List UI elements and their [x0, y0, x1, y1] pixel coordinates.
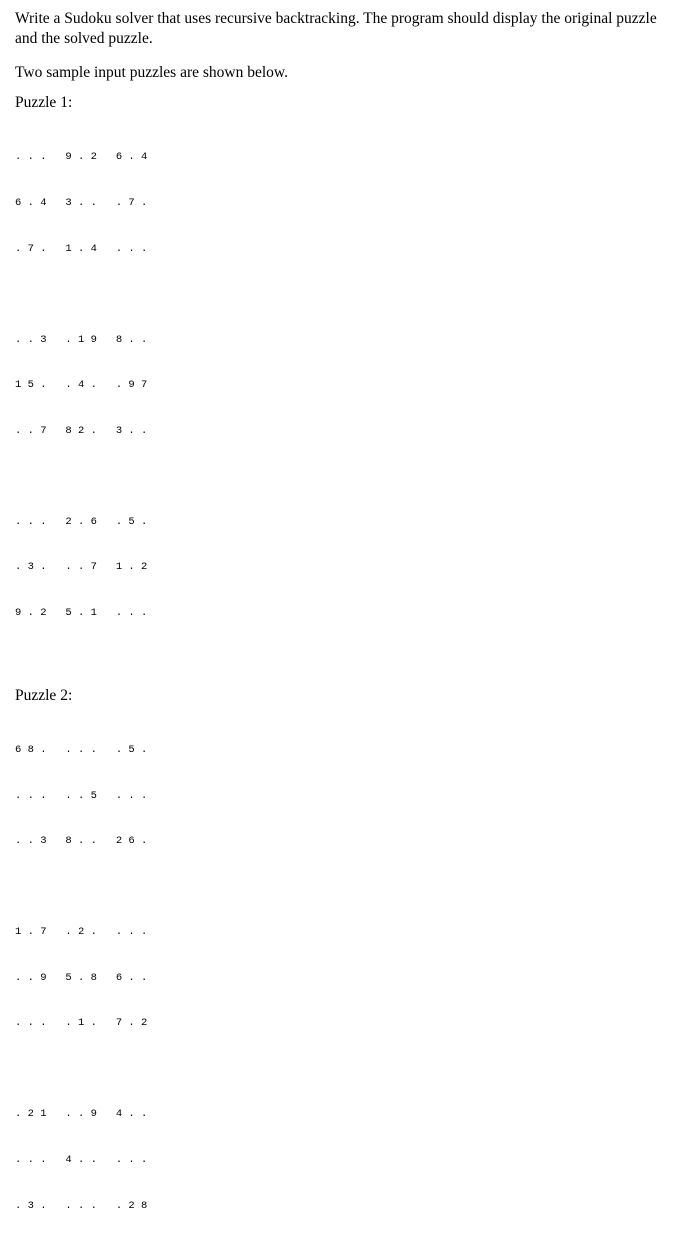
puzzle-row: . . . 4 . . . . . [15, 1153, 148, 1166]
puzzle-separator [15, 652, 675, 686]
puzzle-row: . . 3 8 . . 2 6 . [15, 835, 148, 848]
puzzle-1-heading: Puzzle 1: [15, 94, 73, 111]
puzzle-2-grid [15, 713, 675, 1244]
block-separator [15, 880, 675, 895]
puzzle-row: . . 7 8 2 . 3 . . [15, 424, 148, 437]
sample-note: Two sample input puzzles are shown below. [15, 64, 288, 81]
puzzle-row: 1 . 7 . 2 . . . . [15, 926, 148, 939]
puzzle-row: 1 5 . . 4 . . 9 7 [15, 379, 148, 392]
puzzle-row: . 2 1 . . 9 4 . . [15, 1108, 148, 1121]
puzzle-row: 9 . 2 5 . 1 . . . [15, 606, 148, 619]
puzzle-row: . . . 2 . 6 . 5 . [15, 515, 148, 528]
puzzle-1-grid [15, 120, 675, 652]
intro-text: Write a Sudoku solver that uses recursive backtracking. The program should display the original puzzle and the solved puzzle. [15, 10, 657, 47]
puzzle-row: . 3 . . . 7 1 . 2 [15, 561, 148, 574]
puzzle-row: . . . . . 5 . . . [15, 789, 148, 802]
puzzle-row: . . . . 1 . 7 . 2 [15, 1017, 148, 1030]
puzzle-row: 6 . 4 3 . . . 7 . [15, 197, 148, 209]
puzzle-row: 6 8 . . . . . 5 . [15, 743, 148, 756]
puzzle-2-heading: Puzzle 2: [15, 686, 73, 704]
puzzle-row: . . . 9 . 2 6 . 4 [15, 151, 148, 164]
puzzle-row: . . 9 5 . 8 6 . . [15, 971, 148, 984]
puzzle-row: . 3 . . . . . 2 8 [15, 1199, 148, 1212]
block-separator [15, 287, 675, 302]
block-separator [15, 1062, 675, 1077]
block-separator [15, 469, 675, 484]
puzzle-row: . . 3 . 1 9 8 . . [15, 333, 148, 346]
puzzle-row: . 7 . 1 . 4 . . . [15, 242, 148, 255]
document [15, 9, 675, 1244]
